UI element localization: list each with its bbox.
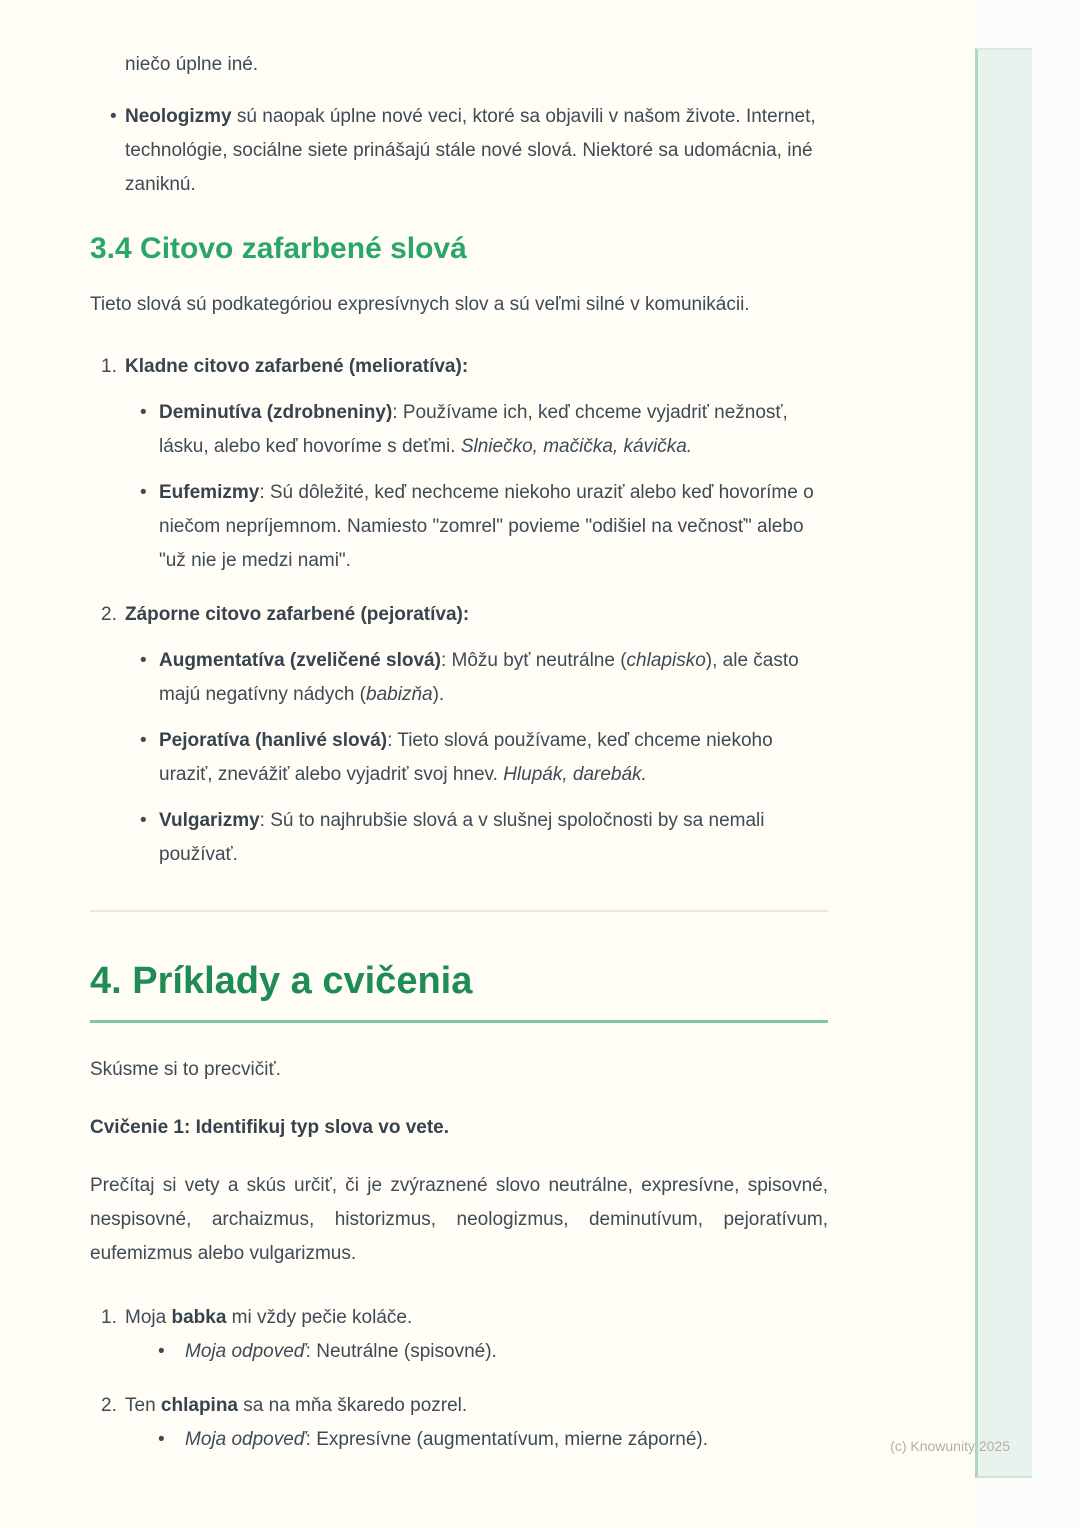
list-item-kladne <box>90 350 828 578</box>
list-item-title: Záporne citovo zafarbené (pejoratíva): <box>125 604 470 625</box>
zaporne-sublist <box>125 644 828 872</box>
bullet-neologizmy-text: Neologizmy sú naopak úplne nové veci, ktoré sa objavili v našom živote. Internet, technológie, sociálne siete prinášajú stále nové slová. Niektoré sa udomácnia, iné zaniknú. <box>125 106 816 195</box>
list-number: 2. <box>101 604 117 625</box>
exercise-1-instructions: Prečítaj si vety a skús určiť, či je zvýraznené slovo neutrálne, expresívne, spisovné, nespisovné, archaizmus, historizmus, neologizmus, deminutívum, pejoratívum, eufemizmus alebo vulgarizmus. <box>90 1175 828 1264</box>
emotive-words-list <box>90 350 828 872</box>
sublist-item-pejorativa: • Pejoratíva (hanlivé slová): Tieto slová používame, keď chceme niekoho uraziť, znevážiť alebo vyjadriť svoj hnev. Hlupák, darebák. <box>125 724 828 792</box>
list-item-title: Kladne citovo zafarbené (melioratíva): <box>125 356 469 377</box>
copyright-notice: (c) Knowunity 2025 <box>890 1438 1010 1454</box>
section-4-lead: Skúsme si to precvičiť. <box>90 1059 281 1080</box>
exercise-1-title: Cvičenie 1: Identifikuj typ slova vo vete. <box>90 1117 450 1138</box>
page-content <box>90 0 828 1457</box>
section-divider <box>90 910 828 912</box>
sublist-item-eufemizmy: • Eufemizmy: Sú dôležité, keď nechceme niekoho uraziť alebo keď hovoríme o niečom nepríjemnom. Namiesto "zomrel" povieme "odišiel na večnosť" alebo "už nie je medzi nami". <box>125 476 828 578</box>
kladne-sublist <box>125 396 828 578</box>
exercise-item-1 <box>90 1301 828 1369</box>
bullet-list-word-types <box>90 100 828 202</box>
exercise-answer: • Moja odpoveď: Expresívne (augmentatívum, mierne záporné). <box>125 1423 828 1457</box>
exercise-sentence: Moja babka mi vždy pečie koláče. <box>125 1307 413 1328</box>
section-3-4-heading: 3.4 Citovo zafarbené slová <box>90 232 467 265</box>
section-4-heading: 4. Príklady a cvičenia <box>90 958 828 1023</box>
exercise-answer: • Moja odpoveď: Neutrálne (spisovné). <box>125 1335 828 1369</box>
paragraph-continuation: niečo úplne iné. <box>125 54 259 75</box>
bullet-neologizmy <box>90 100 828 202</box>
sublist-item-deminutiva: • Deminutíva (zdrobneniny): Používame ich, keď chceme vyjadriť nežnosť, lásku, alebo keď hovoríme s deťmi. Slniečko, mačička, kávička. <box>125 396 828 464</box>
sublist-item-vulgarizmy: • Vulgarizmy: Sú to najhrubšie slová a v slušnej spoločnosti by sa nemali používať. <box>125 804 828 872</box>
exercise-item-2 <box>90 1389 828 1457</box>
exercise-sentence: Ten chlapina sa na mňa škaredo pozrel. <box>125 1395 468 1416</box>
sublist-item-augmentativa: • Augmentatíva (zveličené slová): Môžu byť neutrálne (chlapisko), ale často majú negatívny nádych (babizňa). <box>125 644 828 712</box>
exercise-sentence-list <box>90 1301 828 1457</box>
section-3-4-intro: Tieto slová sú podkategóriou expresívnych slov a sú veľmi silné v komunikácii. <box>90 294 750 315</box>
page-right-margin <box>975 0 1080 1528</box>
list-number: 1. <box>101 356 117 377</box>
decorative-green-bar <box>975 48 1032 1478</box>
list-number: 1. <box>101 1307 117 1328</box>
list-item-zaporne <box>90 598 828 872</box>
list-number: 2. <box>101 1395 117 1416</box>
